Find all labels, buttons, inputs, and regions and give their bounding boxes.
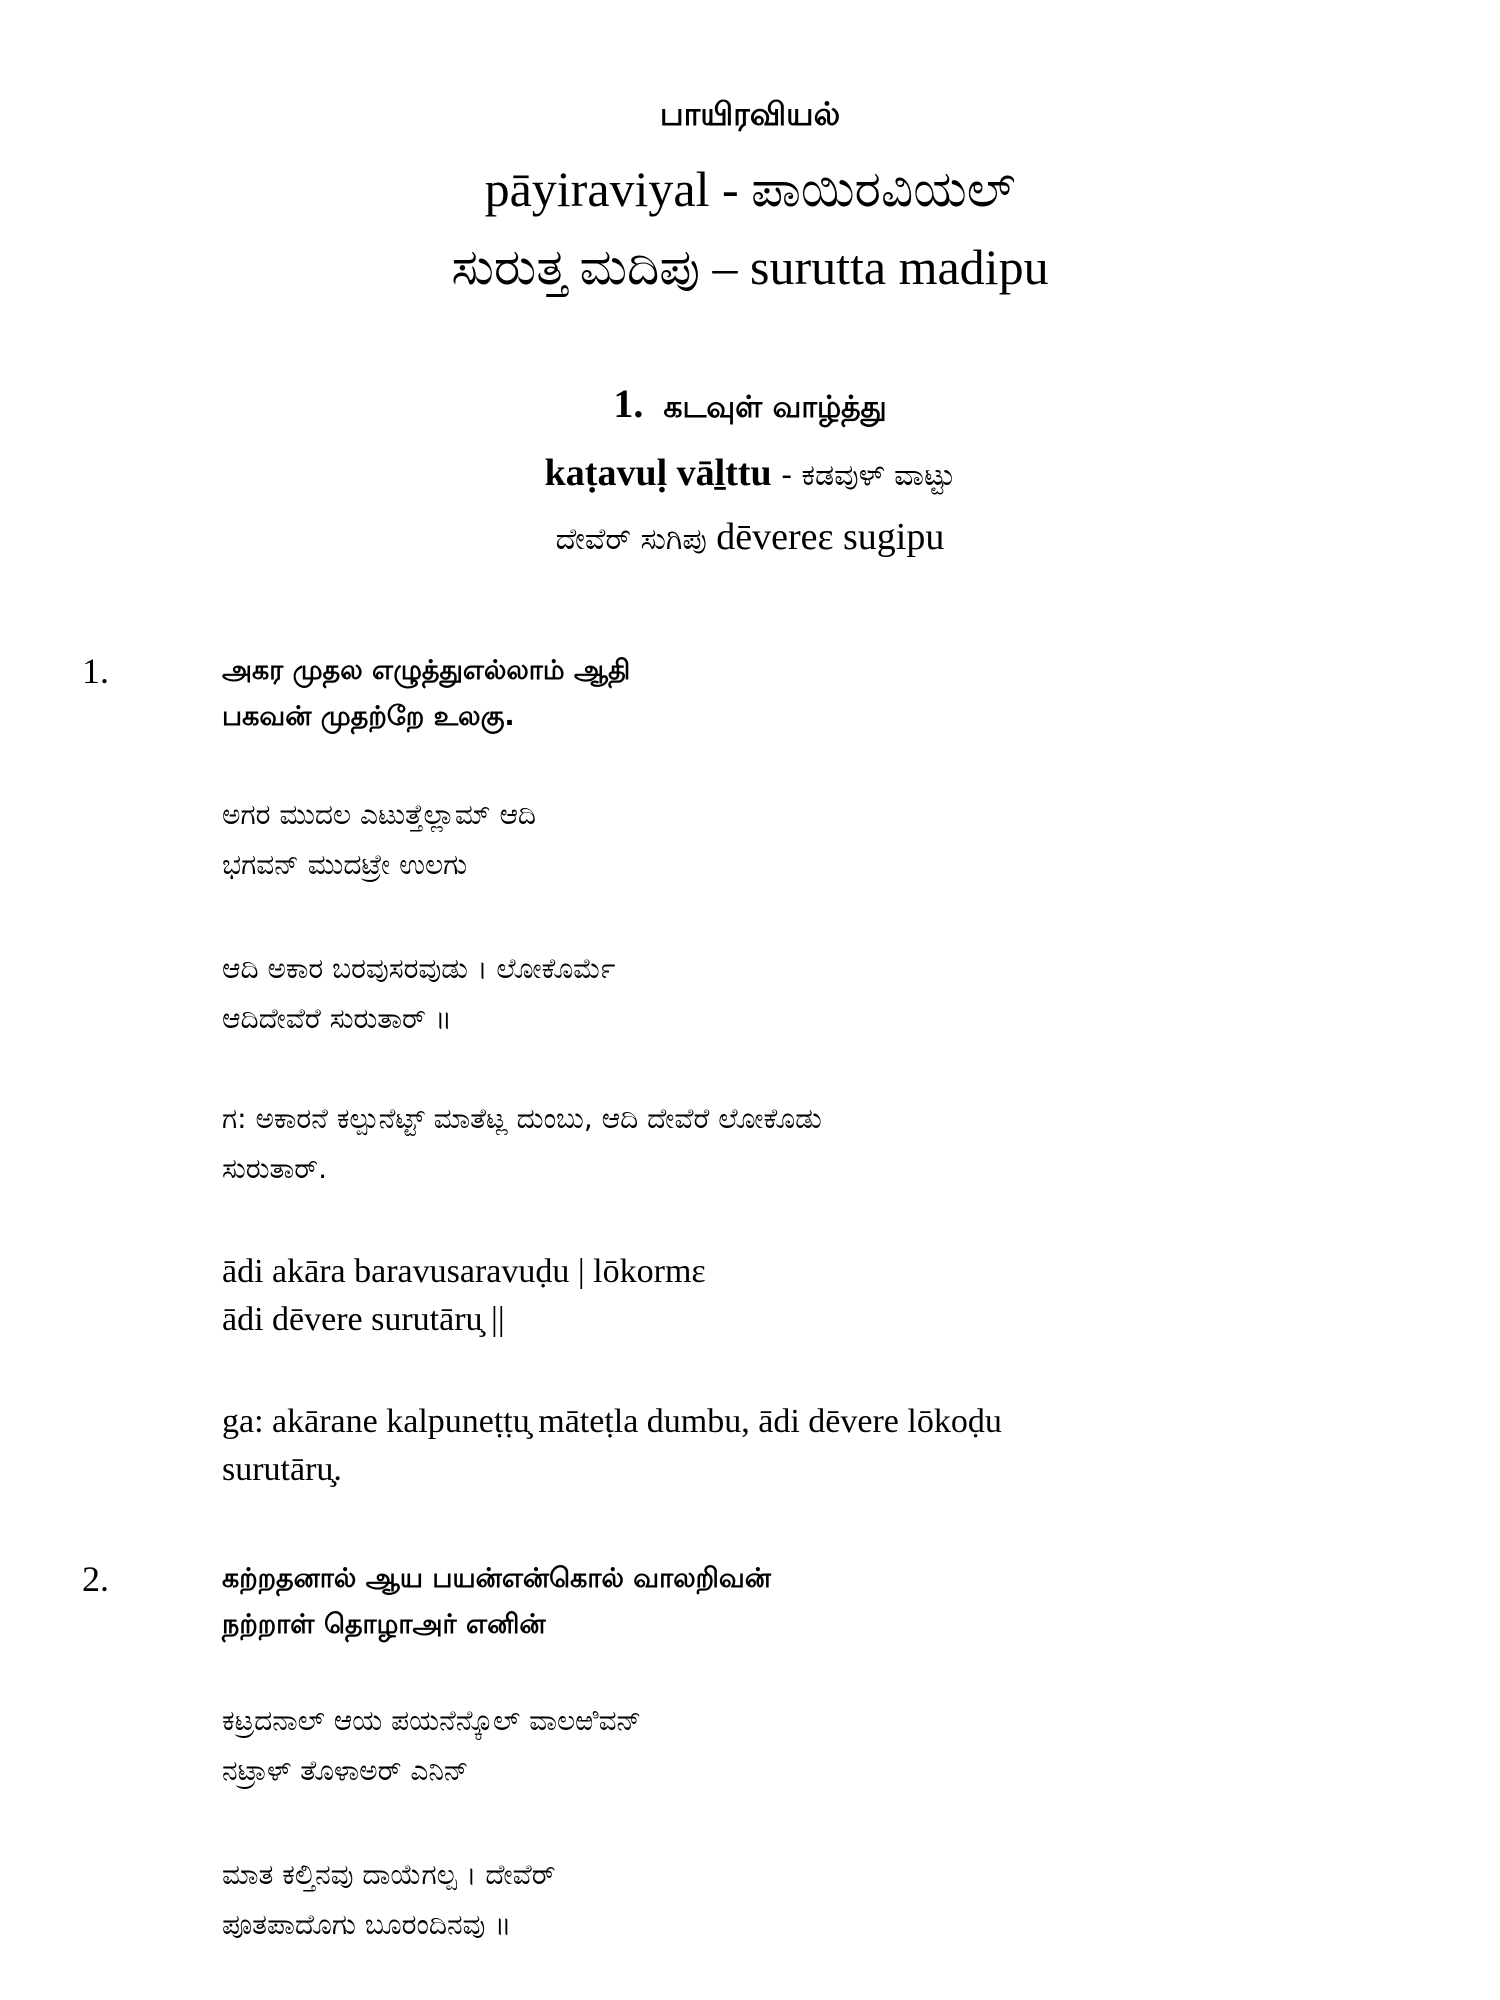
verse-line: நற்றாள் தொழாஅர் எனின் xyxy=(222,1609,546,1640)
verse-line: கற்றதனால் ஆய பயன்என்கொல் வாலறிவன் xyxy=(222,1563,771,1594)
verse-line: ಅಗರ ಮುದಲ ಎಟುತ್ತೆಲ್ಲಾಮ್ ಆದಿ xyxy=(222,798,537,831)
verse-line: ಕಟ್ರದನಾಲ್ ಆಯ ಪಯನೆನ್ಕೊಲ್ ವಾಲಱಿವನ್ xyxy=(222,1704,642,1737)
section-translit-kannada: - ಕಡವುಳ್ ವಾಟ್ಟು xyxy=(771,458,956,493)
section-name-kannada: ದೇವೆರ್ ಸುಗಿಪು xyxy=(555,522,707,557)
section-translit-latin: kaṭavuḷ vāḻttu xyxy=(544,452,772,494)
section-name-kannada-line xyxy=(0,512,1500,565)
verse-line: ಪೂತಪಾದೊಗು ಬೂರಂದಿನವು ॥ xyxy=(222,1908,512,1941)
verse-line: பகவன் முதற்றே உலகு. xyxy=(222,701,515,732)
verse-tulu xyxy=(222,944,1442,1044)
verse-line: ādi akāra baravusaravuḍu | lōkormɛ xyxy=(222,1253,706,1290)
chapter-title-tamil: பாயிரவியல் xyxy=(659,95,841,133)
verse-tulu-latin xyxy=(222,1248,1442,1344)
chapter-title-translit: pāyiraviyal - ಪಾಯಿರವಿಯಲ್ xyxy=(484,161,1016,217)
verse-kannada-translit xyxy=(222,1696,1442,1796)
verse-line: ಆದಿದೇವೆರೆ ಸುರುತಾರ್ ॥ xyxy=(222,1002,452,1035)
verse-gloss-latin xyxy=(222,1398,1442,1494)
verse-line: ನಟ್ರಾಳ್ ತೊಳಾಅರ್ ಎನಿನ್ xyxy=(222,1754,469,1787)
section-heading xyxy=(0,378,1500,434)
verse-kannada-translit xyxy=(222,790,1442,890)
verse-line: ga: akārane kalpuneṭṭu̧ māteṭla dumbu, ādi dēvere lōkoḍu xyxy=(222,1403,1002,1440)
verse-tamil xyxy=(222,648,1442,740)
verse-line: ಸುರುತಾರ್. xyxy=(222,1152,327,1185)
verse-line: ಗ: ಅಕಾರನೆ ಕಲ್ಪುನೆಟ್ಟ್ ಮಾತೆಟ್ಲ ದುಂಬು, ಆದಿ ದೇವೆರೆ ಲೋಕೊಡು xyxy=(222,1102,822,1135)
verse-gloss-kannada xyxy=(222,1094,1442,1194)
section-name-tamil: கடவுள் வாழ்த்து xyxy=(663,390,887,425)
verse-number: 2. xyxy=(82,1559,109,1599)
verse-line: அகர முதல எழுத்துஎல்லாம் ஆதி xyxy=(222,655,631,686)
section-translit xyxy=(0,448,1500,501)
verse-line: ಮಾತ ಕಲ್ತಿನವು ದಾಯೆಗಲ್ಪ । ದೇವೆರ್ xyxy=(222,1858,556,1891)
verse-line: ಆದಿ ಅಕಾರ ಬರವುಸರವುಡು । ಲೋಕೊರ್ಮೆ xyxy=(222,952,616,985)
verse-tamil xyxy=(222,1556,1442,1648)
verse-line: surutāru̧. xyxy=(222,1451,342,1488)
section-name-latin: dēvereɛ sugipu xyxy=(706,516,945,558)
verse-line: ādi dēvere surutāru̧ || xyxy=(222,1301,505,1338)
section-number: 1. xyxy=(613,381,644,426)
verse-line: ಭಗವನ್ ಮುದಟ್ರೇ ಉಲಗು xyxy=(222,848,468,881)
chapter-subtitle: ಸುರುತ್ತ ಮದಿಪು – surutta madipu xyxy=(451,239,1049,295)
verse-number: 1. xyxy=(82,651,109,691)
verse-tulu xyxy=(222,1850,1442,1950)
